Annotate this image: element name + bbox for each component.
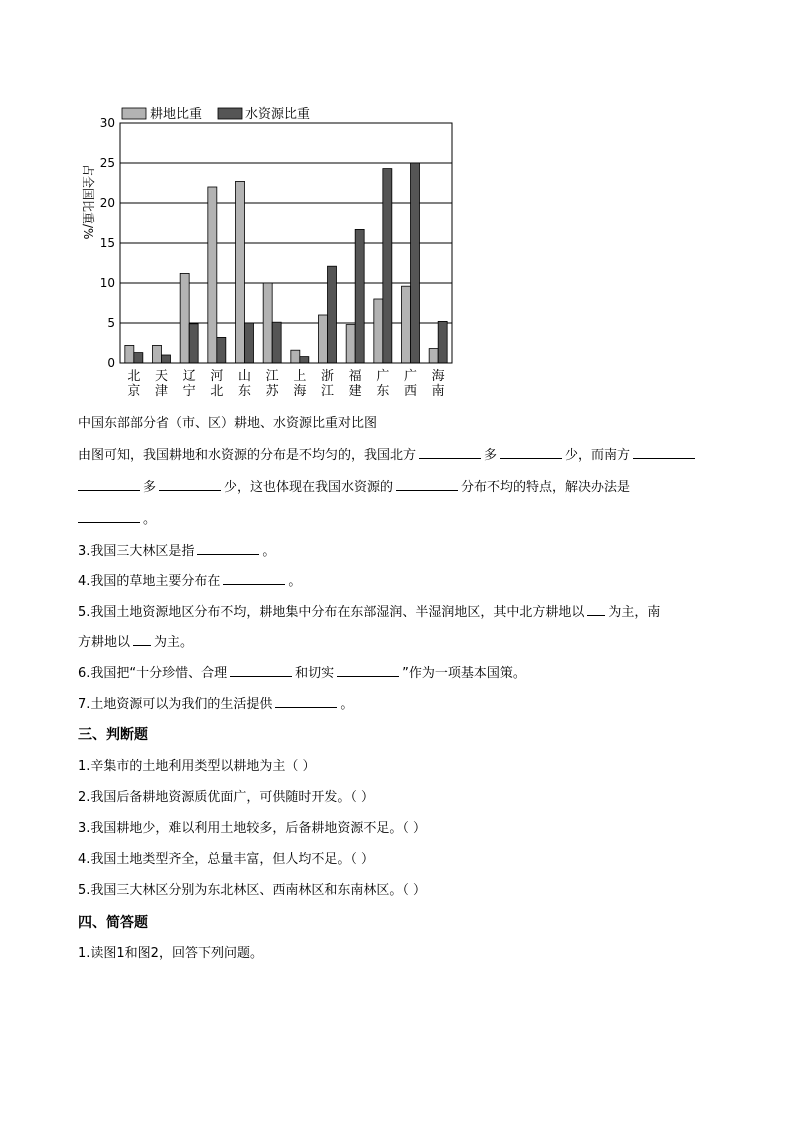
answer-blank[interactable]	[159, 476, 221, 491]
x-tick-label: 天	[154, 369, 169, 384]
y-axis-label: 占全国比重/%	[81, 164, 95, 240]
bar-water	[189, 324, 198, 363]
x-tick-label: 河	[210, 369, 224, 384]
bar-water	[300, 357, 309, 363]
y-tick-label: 5	[107, 316, 115, 330]
bar-water	[217, 337, 226, 363]
x-tick-label: 西	[403, 384, 418, 399]
bar-cropland	[236, 181, 245, 363]
bar-water	[355, 229, 364, 363]
question-4: 4.我国的草地主要分布在 。	[78, 570, 301, 592]
chart-caption: 中国东部部分省（市、区）耕地、水资源比重对比图	[78, 416, 378, 431]
x-tick-label: 海	[431, 369, 445, 384]
judge-item-3: 3.我国耕地少，难以利用土地较多，后备耕地资源不足。（ ）	[78, 821, 427, 836]
bar-cropland	[429, 349, 438, 363]
bar-cropland	[291, 350, 300, 363]
legend-label-water: 水资源比重	[245, 107, 311, 122]
q2-line1: 由图可知，我国耕地和水资源的分布是不均匀的，我国北方 多 少，而南方	[78, 444, 698, 466]
x-tick-label: 津	[154, 384, 169, 399]
bar-cropland	[319, 315, 328, 363]
x-tick-label: 广	[376, 369, 390, 384]
x-tick-label: 宁	[182, 384, 196, 399]
x-tick-label: 上	[293, 369, 307, 384]
x-tick-label: 广	[403, 369, 418, 384]
section-heading-short-answer: 四、简答题	[78, 915, 148, 931]
legend-swatch-cropland	[122, 108, 146, 119]
bar-cropland	[180, 273, 189, 363]
y-tick-label: 0	[107, 356, 115, 370]
bar-cropland	[374, 299, 383, 363]
question-7: 7.土地资源可以为我们的生活提供 。	[78, 693, 353, 715]
bar-water	[438, 321, 447, 363]
legend-label-cropland: 耕地比重	[150, 107, 203, 122]
bar-cropland	[346, 325, 355, 363]
short-answer-item-1: 1.读图1和图2，回答下列问题。	[78, 946, 263, 961]
y-tick-label: 10	[99, 276, 115, 290]
section-heading-judge: 三、判断题	[78, 727, 148, 743]
bar-cropland	[402, 286, 411, 363]
judge-item-2: 2.我国后备耕地资源质优面广，可供随时开发。（ ）	[78, 790, 375, 805]
answer-blank[interactable]	[223, 570, 285, 585]
q2-line2: 多 少，这也体现在我国水资源的 分布不均的特点，解决办法是	[78, 476, 630, 498]
x-tick-label: 山	[237, 369, 252, 384]
answer-blank[interactable]	[275, 693, 337, 708]
bar-chart	[72, 100, 472, 405]
bar-water	[245, 323, 254, 363]
question-6: 6.我国把“十分珍惜、合理 和切实 ”作为一项基本国策。	[78, 662, 526, 684]
question-3: 3.我国三大林区是指 。	[78, 540, 275, 562]
bar-water	[383, 169, 392, 363]
bar-cropland	[263, 283, 272, 363]
x-tick-label: 建	[348, 384, 362, 399]
x-tick-label: 江	[265, 369, 279, 384]
x-tick-label: 北	[127, 369, 141, 384]
x-tick-label: 东	[376, 384, 390, 399]
answer-blank[interactable]	[500, 444, 562, 459]
answer-blank[interactable]	[78, 476, 140, 491]
bar-cropland	[125, 345, 134, 363]
x-tick-label: 北	[210, 384, 224, 399]
y-tick-label: 30	[99, 116, 115, 130]
answer-blank[interactable]	[587, 601, 605, 616]
answer-blank[interactable]	[633, 444, 695, 459]
answer-blank[interactable]	[230, 662, 292, 677]
bar-water	[411, 163, 420, 363]
q2-line3: 。	[78, 508, 156, 530]
answer-blank[interactable]	[419, 444, 481, 459]
answer-blank[interactable]	[337, 662, 399, 677]
bar-water	[162, 355, 171, 363]
question-5: 5.我国土地资源地区分布不均，耕地集中分布在东部湿润、半湿润地区，其中北方耕地以 为主，南	[78, 601, 660, 623]
legend-swatch-water	[218, 108, 242, 119]
bar-cropland	[153, 345, 162, 363]
answer-blank[interactable]	[197, 540, 259, 555]
x-tick-label: 京	[127, 384, 141, 399]
x-tick-label: 海	[293, 384, 307, 399]
y-tick-label: 15	[99, 236, 115, 250]
judge-item-1: 1.辛集市的土地利用类型以耕地为主（ ）	[78, 759, 316, 774]
bar-water	[272, 322, 281, 363]
bar-water	[134, 353, 143, 363]
x-tick-label: 南	[431, 384, 445, 399]
judge-item-4: 4.我国土地类型齐全，总量丰富，但人均不足。（ ）	[78, 852, 375, 867]
answer-blank[interactable]	[78, 508, 140, 523]
x-tick-label: 苏	[265, 384, 279, 399]
bar-water	[328, 266, 337, 363]
y-tick-label: 25	[99, 156, 115, 170]
judge-item-5: 5.我国三大林区分别为东北林区、西南林区和东南林区。（ ）	[78, 883, 427, 898]
answer-blank[interactable]	[133, 631, 151, 646]
x-tick-label: 辽	[182, 369, 196, 384]
x-tick-label: 江	[320, 384, 335, 399]
x-tick-label: 浙	[320, 369, 335, 384]
x-tick-label: 福	[348, 369, 362, 384]
question-5-cont: 方耕地以 为主。	[78, 631, 193, 653]
answer-blank[interactable]	[396, 476, 458, 491]
x-tick-label: 东	[237, 384, 252, 399]
y-tick-label: 20	[99, 196, 115, 210]
bar-cropland	[208, 187, 217, 363]
